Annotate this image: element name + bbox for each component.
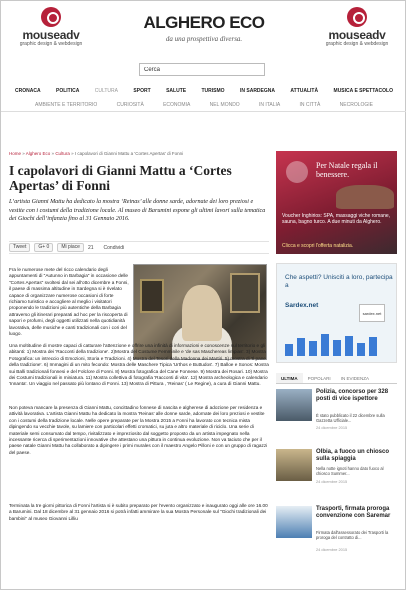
header — [1, 1, 406, 81]
nav-in-italia[interactable]: IN ITALIA — [258, 102, 281, 108]
tab-in-evidenza[interactable]: IN EVIDENZA — [340, 376, 369, 381]
news-title[interactable]: Polizia, concorso per 328 posti di vice ispettore — [316, 389, 389, 403]
nav-politica[interactable]: POLITICA — [55, 88, 80, 94]
nav-ambiente[interactable]: AMBIENTE E TERRITORIO — [35, 102, 98, 108]
news-snippet: Nella notte ignoti hanno dato fuoco al chiosco Summer... — [316, 466, 384, 477]
news-snippet: È stato pubblicato il 22 dicembre sulla Gazzetta Ufficiale... — [316, 413, 385, 424]
ad-sub: graphic design & webdesign — [19, 41, 83, 47]
artist-portrait — [182, 285, 222, 341]
news-thumbnail — [276, 506, 312, 538]
breadcrumb: Home » Alghero Eco » Cultura » I capolavori di Gianni Mattu a 'Cortes Apertas' di Fonni — [9, 151, 184, 156]
ad-name: mouseadv — [328, 28, 386, 42]
site-title: ALGHERO ECO — [143, 13, 265, 32]
news-date: 24 dicembre 2015 — [316, 547, 348, 552]
spa-stones-icon — [336, 185, 394, 209]
painting-frame-icon — [230, 273, 260, 313]
mouseadv-logo-icon — [347, 7, 367, 27]
news-thumbnail — [276, 449, 312, 481]
nav-in-citta[interactable]: IN CITTÀ — [299, 102, 321, 108]
news-date: 24 dicembre 2015 — [316, 425, 348, 430]
ad-sub: graphic design & webdesign — [325, 41, 389, 47]
ad-spa-title: Per Natale regala il benessere. — [316, 161, 378, 179]
share-count: 21 — [87, 244, 94, 251]
share-label[interactable]: Condividi — [103, 244, 125, 251]
article-paragraph-1: Fra le numerose mete del ricco calendario degli appuntamenti di "Autunno in Barbagia" in occasione delle "Cortes Apertas" svoltesi dal sei all'otto dicembre a Fonni, il paese di massima altitudine in Sardegna si è rivelato capace di organizzare numerose occasioni di forte richiamo turistico e accogliere al meglio i visitatori proponendo le tradizioni più autentiche della Barbagia attraverso gli itinerari preparati ad hoc per la riscoperta di sapori e profumi, degli oggetti utilizzati nella quotidianità lavorativa, delle musiche e canti tradizionali con i cori del luogo. — [9, 267, 129, 337]
ad-spa-banner[interactable] — [276, 151, 397, 254]
share-bar — [9, 241, 269, 254]
article-title: I capolavori di Gianni Mattu a ‘Cortes Apertas’ di Fonni — [9, 163, 232, 193]
spa-icon — [286, 161, 308, 183]
article-paragraph-4: Terminata la tre giorni pittorica di Fonni l'artista si è subito preparato per l'evento organizzato e inaugurato oggi alle ore 16.00 a Barumini. Dal 18 dicembre al 31 gennaio 2016 si potrà infatti ammirare la sua Mostra Personale sul "Giochi tradizionali dei bambini" al museo Giovanni Lilliu — [9, 503, 268, 521]
sardex-logo: sardex.net — [359, 304, 385, 322]
news-title[interactable]: Olbia, a fuoco un chiosco sulla spiaggia — [316, 449, 390, 463]
painting-frame-icon — [140, 279, 164, 313]
tweet-button[interactable]: Tweet — [9, 243, 30, 252]
ad-mouseadv-left[interactable] — [15, 7, 87, 47]
sidebar-tabs — [276, 373, 397, 384]
article-lede: L’artista Gianni Mattu ha dedicato la mostra ‘Reinas’ alle donne sarde, adornate dei loro preziosi e vestite con i costumi della tradizione locale. Al museo di Barumini espone gli ultimi lavori sulla tematica dei Giochi dell’infanzia fino al 31 Gennaio 2016. — [9, 199, 266, 223]
ad-spa-voucher: Voucher Inghirios: SPA, massaggi viche romane, sauna, bagno turco. A due minuti da Alghero. — [282, 213, 391, 226]
news-snippet: Firmata dall'assessorato dei Trasporti la proroga del contratto di... — [316, 530, 389, 541]
news-date: 24 dicembre 2015 — [316, 479, 348, 484]
breadcrumb-current: I capolavori di Gianni Mattu a 'Cortes Apertas' di Fonni — [74, 151, 184, 156]
nav-salute[interactable]: SALUTE — [166, 88, 187, 94]
article-paragraph-2: Una moltitudine di mostre capaci di catturare l'attenzione e offrire una infinità di informazioni e conoscenze sul territorio e gli abitanti: 1) Mostra dei 'Racconti della tradizione'. 2)Mostra del Costume Femminile e 'de sas Maschereas limpias'. 3) Mostra Fotografica: un intreccio di Emozioni, Storia e Tradizioni. 4) Mostra del Tesori della Madonna dei Martiri. 5) mostra di 'Il pane della tradizione'. 6) Immagini di un mito fecondo: Mostra delle Maschere Tipica 'Urthos e Buttudos'. 7) Balloe e Sonos: Mostra sui Balli tradizionali fonnesi e del Folclore di Fonni. 8) Mostra fotografica del Cane Fonnese. 9) Mostra dei Rosari. 10) Mostra dei Costumi tradizionali in miniatura. 11) Mostra collettiva di fotografia 'Racconti di vita'. 12) Mostra archeologica e calendario 'Innanta'. Un viaggio nel passato più lontano di Fonni. 13) Mostra di Pittura , 'Reinas' ( Le Regine), a cura di Gianni Mattu. — [9, 343, 269, 387]
nav-necrologie[interactable]: NECROLOGIE — [339, 102, 373, 108]
news-title[interactable]: Trasporti, firmata proroga convenzione con Saremar — [316, 506, 391, 520]
nav-economia[interactable]: ECONOMIA — [163, 102, 191, 108]
nav-attualita[interactable]: ATTUALITÀ — [290, 88, 319, 94]
nav-cronaca[interactable]: CRONACA — [15, 88, 41, 94]
sidebar-news-item[interactable] — [276, 389, 397, 433]
nav-sport[interactable]: SPORT — [133, 88, 151, 94]
sardex-people-icon — [285, 332, 390, 356]
nav-turismo[interactable]: TURISMO — [201, 88, 225, 94]
ad-name: mouseadv — [22, 28, 80, 42]
gplus-button[interactable]: G+ 0 — [34, 243, 53, 252]
sidebar-news-item[interactable] — [276, 449, 397, 493]
ad-sardex-text: Che aspetti? Unisciti a loro, partecipa a — [285, 274, 393, 289]
nav-nel-mondo[interactable]: NEL MONDO — [209, 102, 240, 108]
mouseadv-logo-icon — [41, 7, 61, 27]
nav-cultura[interactable]: CULTURA — [94, 88, 118, 94]
site-tagline: da una prospettiva diversa. — [165, 35, 243, 43]
ad-sardex-banner[interactable] — [276, 263, 397, 363]
ad-sardex-url[interactable]: Sardex.net — [285, 302, 319, 309]
like-button[interactable]: Mi piace — [57, 243, 84, 252]
primary-nav — [1, 85, 406, 98]
news-thumbnail — [276, 389, 312, 421]
breadcrumb-home[interactable]: Home — [9, 151, 22, 156]
breadcrumb-section[interactable]: Cultura — [55, 151, 70, 156]
nav-in-sardegna[interactable]: IN SARDEGNA — [239, 88, 275, 94]
article-paragraph-3: Non poteva mancare la presenza di Gianni Mattu, concittadino fonnese di nascita e algherese di adozione per residenza e attività lavorativa. L'artista Gianni Mattu ha dedicato la mostra 'Reinas' alle donne sarde, adornate dei loro preziosi e vestite con i costumi della tradizione locale. Nelle opere preparate per la Mostra 2015 a Fonni ha lavorato con tecnica mista dipingendo su vecchie tavole, su lamiere con particolari effetti cromatici, su juta e altro materiale di riciclo. Una serie di materiale semi consumato dal tempo, rivitalizzato e impreziosito dal soggetto proposto da un artista impegnato nella incessante ricerca di sperimentazioni innovative che attestano una pittura in continua evoluzione. Non va taciuto che per il paese natale Gianni Mattu ha collaborato a dipingere i primi murales con il maestro Angelo Pilloni e con un gruppo di ragazzi del paese. — [9, 405, 268, 455]
ad-mouseadv-right[interactable] — [321, 7, 393, 47]
tab-ultima[interactable]: ULTIMA — [276, 373, 303, 383]
ad-spa-cta[interactable]: Clicca e scopri l'offerta natalizia. — [282, 243, 354, 249]
sidebar-news-item[interactable] — [276, 506, 397, 550]
site-logo[interactable] — [136, 13, 272, 43]
nav-musica[interactable]: MUSICA E SPETTACOLO — [333, 88, 393, 94]
secondary-nav — [1, 100, 406, 112]
breadcrumb-site[interactable]: Alghero Eco — [25, 151, 51, 156]
nav-curiosita[interactable]: CURIOSITÀ — [116, 102, 144, 108]
tab-popolari[interactable]: POPOLARI — [307, 376, 331, 381]
search-input[interactable] — [139, 63, 265, 76]
